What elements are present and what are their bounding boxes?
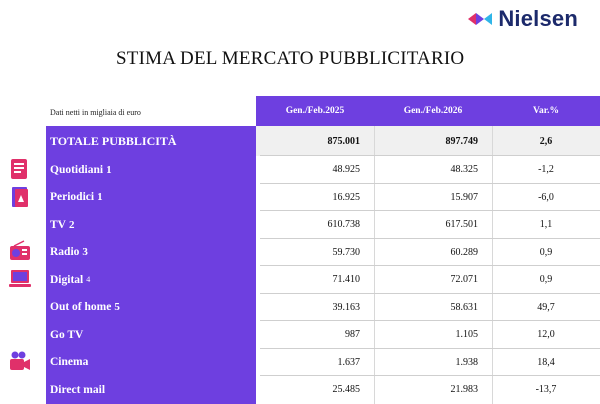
- table-row: [46, 349, 600, 377]
- newspaper-icon: [8, 158, 32, 180]
- value-2026: 617.501: [445, 219, 478, 231]
- value-2025: 71.410: [332, 274, 360, 286]
- column-header-2026: Gen./Feb.2026: [403, 106, 463, 116]
- value-var: 0,9: [539, 274, 553, 286]
- row-label: Radio 3: [50, 246, 88, 259]
- value-2026: 1.105: [455, 329, 478, 341]
- brand-name: Nielsen: [498, 6, 578, 31]
- radio-icon: [8, 240, 32, 262]
- value-2025: 16.925: [332, 191, 360, 203]
- table-row: [46, 239, 600, 267]
- value-2025: 59.730: [332, 246, 360, 258]
- table-row: [46, 321, 600, 349]
- value-var: 18,4: [537, 356, 555, 368]
- table-header: [256, 96, 600, 126]
- table-row: [46, 266, 600, 294]
- table-row: [46, 376, 600, 404]
- value-var: 49,7: [537, 301, 555, 313]
- value-2026: 72.071: [450, 274, 478, 286]
- value-2026: 58.631: [450, 301, 478, 313]
- nielsen-logo: [466, 6, 578, 32]
- laptop-icon: [8, 268, 32, 290]
- row-label: Quotidiani 1: [50, 163, 112, 176]
- row-label: Out of home 5: [50, 301, 120, 314]
- table-row: [46, 156, 600, 184]
- value-var: 2,6: [539, 135, 553, 147]
- row-label: Go TV: [50, 328, 84, 341]
- value-2026: 897.749: [445, 135, 478, 147]
- column-header-var: Var.%: [533, 106, 559, 116]
- unit-note: Dati netti in migliaia di euro: [50, 108, 141, 117]
- row-label: Periodici 1: [50, 191, 103, 204]
- value-2026: 1.938: [455, 356, 478, 368]
- value-2026: 15.907: [450, 191, 478, 203]
- table-row: [46, 294, 600, 322]
- row-label: Cinema: [50, 356, 89, 369]
- column-header-2025: Gen./Feb.2025: [285, 106, 345, 116]
- magazine-icon: [8, 186, 32, 208]
- row-label: Digital 4: [50, 273, 91, 286]
- table-row-total: [46, 126, 600, 156]
- value-2025: 39.163: [332, 301, 360, 313]
- value-var: 12,0: [537, 329, 555, 341]
- value-var: 1,1: [539, 219, 553, 231]
- value-2025: 875.001: [327, 135, 360, 147]
- value-2025: 610.738: [327, 219, 360, 231]
- value-2026: 21.983: [450, 384, 478, 396]
- value-var: -13,7: [535, 384, 557, 396]
- value-var: 0,9: [539, 246, 553, 258]
- row-label: TOTALE PUBBLICITÀ: [50, 133, 177, 148]
- nielsen-mark-icon: [466, 9, 494, 29]
- table-row: [46, 184, 600, 212]
- value-2026: 60.289: [450, 246, 478, 258]
- value-2026: 48.325: [450, 164, 478, 176]
- value-var: -6,0: [538, 191, 554, 203]
- camera-icon: [8, 350, 32, 372]
- page-title: STIMA DEL MERCATO PUBBLICITARIO: [116, 48, 465, 69]
- value-2025: 1.637: [337, 356, 360, 368]
- value-2025: 48.925: [332, 164, 360, 176]
- value-2025: 987: [345, 329, 360, 341]
- row-label: TV 2: [50, 218, 75, 231]
- table-row: [46, 211, 600, 239]
- value-var: -1,2: [538, 164, 554, 176]
- value-2025: 25.485: [332, 384, 360, 396]
- row-label: Direct mail: [50, 383, 106, 396]
